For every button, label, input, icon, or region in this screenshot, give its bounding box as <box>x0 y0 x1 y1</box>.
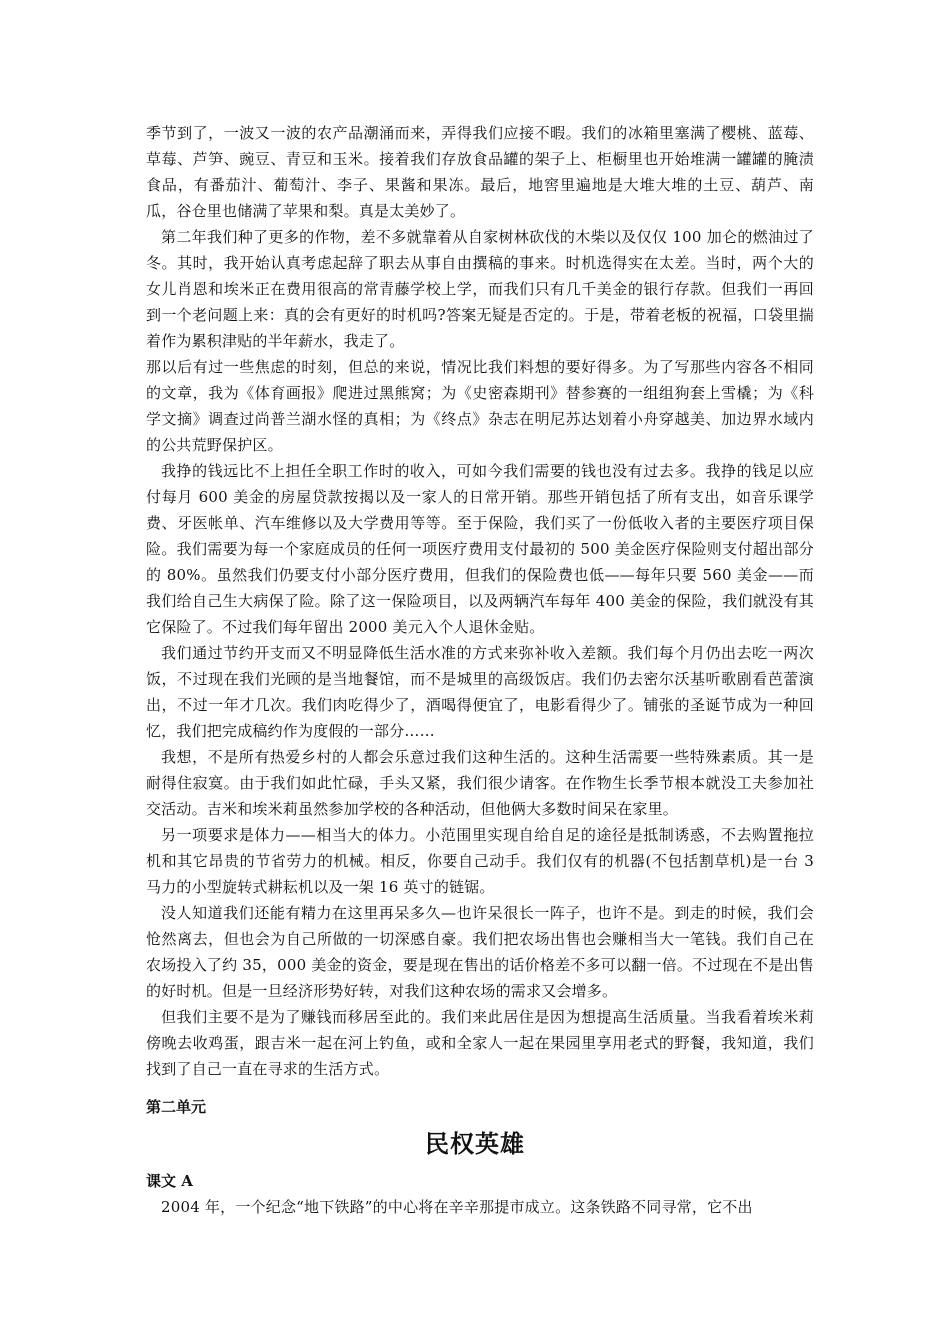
paragraph-income: 我挣的钱远比不上担任全职工作时的收入，可如今我们需要的钱也没有过去多。我挣的钱足以应付每月 600 美金的房屋贷款按揭以及一家人的日常开销。那些开销包括了所有支出，如音乐课学费、牙医帐单、汽车维修以及大学费用等等。至于保险，我们买了一份低收入者的主要医疗项目保险。我们需要为每一个家庭成员的任何一项医疗费用支付最初的 500 美金医疗保险则支付超出部分的 80%。虽然我们仍要支付小部分医疗费用，但我们的保险费也低——每年只要 560 美金——而我们给自己生大病保了险。除了这一保险项目，以及两辆汽车每年 400 美金的保险，我们就没有其它保险了。不过我们每年留出 2000 美元入个人退休金贴。 <box>146 462 814 636</box>
paragraph-quality-of-life: 但我们主要不是为了赚钱而移居至此的。我们来此居住是因为想提高生活质量。当我看着埃米莉傍晚去收鸡蛋，跟吉米一起在河上钓鱼，或和全家人一起在果园里享用老式的野餐，我知道，我们找到了自己一直在寻求的生活方式。 <box>146 1008 814 1078</box>
paragraph-anxious-moments: 那以后有过一些焦虑的时刻，但总的来说，情况比我们料想的要好得多。为了写那些内容各不相同的文章，我为《体育画报》爬进过黑熊窝；为《史密森期刊》替参赛的一组组狗套上雪橇；为《科学文摘》调查过尚普兰湖水怪的真相；为《终点》杂志在明尼苏达划着小舟穿越美、加边界水域内的公共荒野保护区。 <box>146 358 814 454</box>
paragraph-harvest: 季节到了，一波又一波的农产品潮涌而来，弄得我们应接不暇。我们的冰箱里塞满了樱桃、蓝莓、草莓、芦笋、豌豆、青豆和玉米。接着我们存放食品罐的架子上、柜橱里也开始堆满一罐罐的腌渍食品，有番茄汁、葡萄汁、李子、果酱和果冻。最后，地窖里遍地是大堆大堆的土豆、葫芦、南瓜，谷仓里也储满了苹果和梨。真是太美妙了。 <box>146 124 814 220</box>
text-a-label: 课文 A <box>146 1172 193 1190</box>
paragraph-future: 没人知道我们还能有精力在这里再呆多久—也许呆很长一阵子，也许不是。到走的时候，我们会怆然离去，但也会为自己所做的一切深感自豪。我们把农场出售也会赚相当大一笔钱。我们自己在农场投入了约 35，000 美金的资金，要是现在售出的话价格差不多可以翻一倍。不过现在不是出售的好时机。但是一旦经济形势好转，对我们这种农场的需求又会增多。 <box>146 904 814 1000</box>
paragraph-second-year: 第二年我们种了更多的作物，差不多就靠着从自家树林砍伐的木柴以及仅仅 100 加仑的燃油过了冬。其时，我开始认真考虑起辞了职去从事自由撰稿的事来。时机选得实在太差。当时，两个大的女儿肖恩和埃米正在费用很高的常青藤学校上学，而我们只有几千美金的银行存款。但我们一再回到一个老问题上来：真的会有更好的时机吗?答案无疑是否定的。于是，带着老板的祝福，口袋里揣着作为累积津贴的半年薪水，我走了。 <box>146 228 814 350</box>
paragraph-loneliness: 我想，不是所有热爱乡村的人都会乐意过我们这种生活的。这种生活需要一些特殊素质。其一是耐得住寂寞。由于我们如此忙碌，手头又紧，我们很少请客。在作物生长季节根本就没工夫参加社交活动。吉米和埃米莉虽然参加学校的各种活动，但他俩大多数时间呆在家里。 <box>146 748 814 818</box>
paragraph-stamina: 另一项要求是体力——相当大的体力。小范围里实现自给自足的途径是抵制诱惑，不去购置拖拉机和其它昂贵的节省劳力的机械。相反，你要自己动手。我们仅有的机器(不包括割草机)是一台 3 马力的小型旋转式耕耘机以及一架 16 英寸的链锯。 <box>146 826 814 896</box>
unit-heading: 第二单元 <box>146 1098 207 1116</box>
lesson-title: 民权英雄 <box>425 1129 525 1158</box>
paragraph-savings: 我们通过节约开支而又不明显降低生活水准的方式来弥补收入差额。我们每个月仍出去吃一两次饭，不过现在我们光顾的是当地餐馆，而不是城里的高级饭店。我们仍去密尔沃基听歌剧看芭蕾演出，不过一年才几次。我们肉吃得少了，酒喝得便宜了，电影看得少了。铺张的圣诞节成为一种回忆，我们把完成稿约作为度假的一部分…… <box>146 644 814 740</box>
article-body <box>146 120 814 1082</box>
lesson-first-line: 2004 年，一个纪念“地下铁路”的中心将在辛辛那提市成立。这条铁路不同寻常，它不出 <box>161 1198 753 1216</box>
